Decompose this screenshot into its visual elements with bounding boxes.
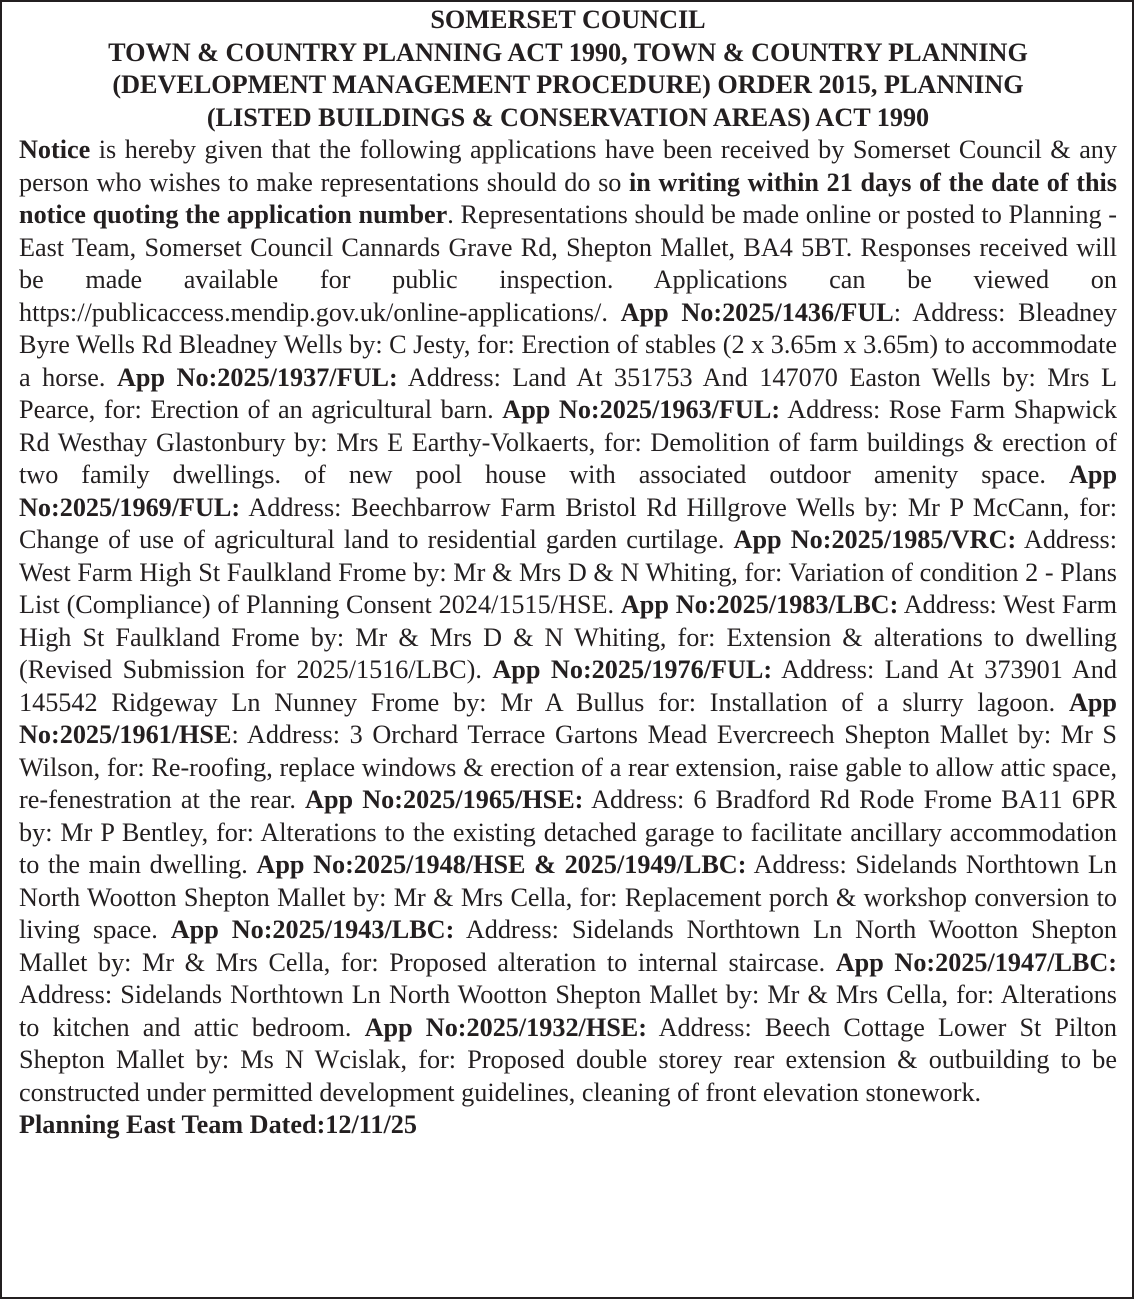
act-title-line-3: (LISTED BUILDINGS & CONSERVATION AREAS) ACT 1990 <box>206 102 930 132</box>
application-details: : Address: Bleadney Byre Wells Rd Bleadney Wells by: C Jesty, for: Erection of stables (2 x 3.65m x 3.65m) to accommodate a horse. <box>19 297 1117 392</box>
application-details: Address: West Farm High St Faulkland Frome by: Mr & Mrs D & N Whiting, for: Variation of condition 2 - Plans List (Compliance) of Planning Consent 2024/1515/HSE. <box>19 525 1118 619</box>
application-details: Address: Sidelands Northtown Ln North Wootton Shepton Mallet by: Mr & Mrs Cella, for: Replacement porch & workshop conversion to living space. <box>19 850 1117 944</box>
intro-text-2: . Representations should be made online or posted to Planning - East Team, Somerset Council Cannards Grave Rd, Shepton Mallet, BA4 5BT. Responses received will be made available for public inspection. Applications can be viewed on https://publicaccess.mendip.gov.uk/online-applications/. <box>19 200 1117 327</box>
notice-word: Notice <box>19 135 91 164</box>
application-details: Address: Beech Cottage Lower St Pilton Shepton Mallet by: Ms N Wcislak, for: Proposed double storey rear extension & outbuilding to be constructed under permitted development guidelines, cleaning of front elevation stonework. <box>19 1012 1118 1107</box>
application-number: App No:2025/1948/HSE & 2025/1949/LBC: <box>256 850 747 879</box>
application-details: Address: 6 Bradford Rd Rode Frome BA11 6PR by: Mr P Bentley, for: Alterations to the existing detached garage to facilitate ancillary accommodation to the main dwelling. <box>19 785 1117 879</box>
application-number: App No:2025/1943/LBC: <box>170 915 455 944</box>
application-number: App No:2025/1947/LBC: <box>835 947 1118 977</box>
application-number: App No:2025/1963/FUL: <box>502 395 781 424</box>
notice-body <box>19 134 1117 1109</box>
application-number: App No:2025/1976/FUL: <box>492 655 773 684</box>
application-details: Address: Sidelands Northtown Ln North Wootton Shepton Mallet by: Mr & Mrs Cella, for: Alterations to kitchen and attic bedroom. <box>19 980 1117 1042</box>
application-details: Address: Land At 351753 And 147070 Easton Wells by: Mrs L Pearce, for: Erection of an agricultural barn. <box>19 362 1117 424</box>
application-details: Address: Land At 373901 And 145542 Ridgeway Ln Nunney Frome by: Mr A Bullus for: Installation of a slurry lagoon. <box>19 655 1117 717</box>
application-details: Address: West Farm High St Faulkland Frome by: Mr & Mrs D & N Whiting, for: Extension & alterations to dwelling (Revised Submission for 2025/1516/LBC). <box>19 590 1118 684</box>
intro-emphasis: in writing within 21 days of the date of this notice quoting the application number <box>19 167 1117 229</box>
application-number: App No:2025/1436/FUL <box>620 297 894 327</box>
act-title-line-2: (DEVELOPMENT MANAGEMENT PROCEDURE) ORDER 2015, PLANNING <box>112 70 1024 99</box>
application-number: App No:2025/1985/VRC: <box>733 525 1017 554</box>
signoff: Planning East Team Dated:12/11/25 <box>19 1110 417 1139</box>
application-number: App No:2025/1969/FUL: <box>19 460 1118 522</box>
act-title-line-1: TOWN & COUNTRY PLANNING ACT 1990, TOWN & COUNTRY PLANNING <box>108 37 1028 67</box>
application-details: : Address: 3 Orchard Terrace Gartons Mead Evercreech Shepton Mallet by: Mr S Wilson, for: Re-roofing, replace windows & erection of a rear extension, raise gable to allow attic space, re-fenestration at the rear. <box>19 720 1117 814</box>
council-title: SOMERSET COUNCIL <box>430 5 706 34</box>
application-details: Address: Rose Farm Shapwick Rd Westhay Glastonbury by: Mrs E Earthy-Volkaerts, for: Demolition of farm buildings & erection of two family dwellings. of new pool house with associated outdoor amenity space. <box>19 395 1117 489</box>
application-number: App No:2025/1983/LBC: <box>620 590 899 619</box>
application-details: Address: Beechbarrow Farm Bristol Rd Hillgrove Wells by: Mr P McCann, for: Change of use of agricultural land to residential garden curtilage. <box>19 492 1117 554</box>
application-number: App No:2025/1965/HSE: <box>305 785 584 814</box>
application-number: App No:2025/1961/HSE <box>19 687 1117 749</box>
application-details: Address: Sidelands Northtown Ln North Wootton Shepton Mallet by: Mr & Mrs Cella, for: Proposed alteration to internal staircase. <box>19 915 1118 977</box>
intro-text-1: is hereby given that the following applications have been received by Somerset Council & any person who wishes to make representations should do so <box>19 135 1117 197</box>
application-number: App No:2025/1937/FUL: <box>116 362 398 392</box>
application-number: App No:2025/1932/HSE: <box>364 1012 647 1042</box>
